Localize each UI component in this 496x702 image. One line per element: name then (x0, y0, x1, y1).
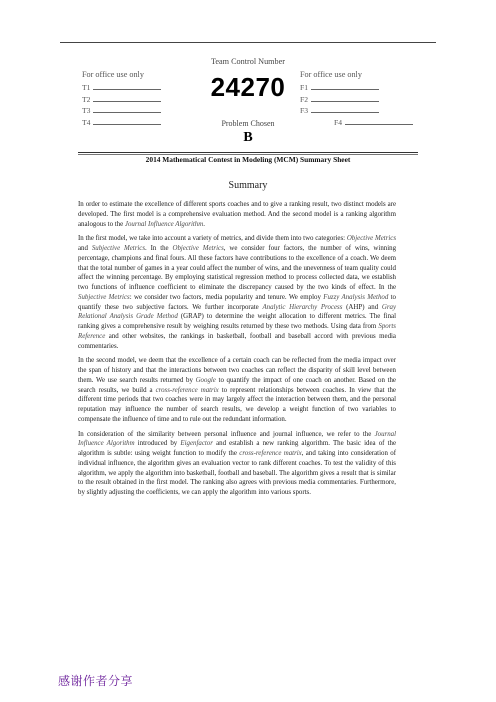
emphasis-term: Eigenfactor (180, 440, 213, 448)
emphasis-term: Subjective Metrics (78, 293, 130, 301)
problem-chosen-label: Problem Chosen (221, 119, 275, 128)
emphasis-term: Objective Metrics (172, 245, 224, 252)
emphasis-term: Gray Relational Analysis Grade Method (78, 303, 397, 321)
office-field-f2[interactable]: F2 (300, 94, 420, 106)
summary-paragraph: In consideration of the similarity between personal influence and journal influence, we refer to the Journal Influence Algorithm introduced by Eigenfactor and establish a new ranking algorithm. The basic idea of the algorithm is subtle: using weight function to modify the cross-reference matrix, and taking into consideration of individual influence, the algorithm gives an evaluation vector to rank different coaches. To test the validity of this algorithm, we apply the algorithm into basketball, football and baseball. The algorithm gives a result that is similar to the result obtained in the first model. The ranking also agrees with previous media commentaries. Furthermore, by slightly adjusting the coefficients, we can apply the algorithm into various sports. (78, 430, 397, 496)
office-use-right-title: For office use only (300, 70, 362, 79)
emphasis-term: cross-reference matrix (239, 450, 302, 457)
summary-paragraph: In the second model, we deem that the excellence of a certain coach can be reflected from the media impact over the span of history and that the interactions between two coaches can reflect the disparity of skill level between them. We use search results returned by Google to quantify the impact of one coach on another. Based on the search results, we build a cross-reference matrix to represent relationships between coaches. In view that the different time periods that two coaches were in may largely affect the interaction between them, and the personal reputation may influence the number of search results, we develop a weight function of two variables to compensate the influence of time and to rule out the redundant information. (78, 357, 396, 423)
emphasis-term: Sports Reference (78, 323, 396, 340)
team-control-block (190, 57, 306, 145)
team-control-number: 24270 (210, 72, 286, 102)
summary-heading: Summary (228, 180, 268, 191)
summary-body (78, 200, 396, 503)
footer-thanks-text: 感谢作者分享 (58, 674, 134, 688)
emphasis-term: Journal Influence Algorithm (78, 430, 396, 448)
office-use-left-title: For office use only (82, 70, 144, 79)
emphasis-term: Journal Influence Algorithm (124, 220, 204, 228)
office-use-right (300, 70, 420, 128)
office-field-t1[interactable]: T1 (82, 82, 172, 94)
summary-paragraph: In order to estimate the excellence of different sports coaches and to give a ranking result, two distinct models are developed. The first model is a comprehensive evaluation method. And the second model is a ranking algorithm analogous to the Journal Influence Algorithm. (78, 201, 396, 228)
office-field-t4[interactable]: T4 (82, 117, 172, 129)
office-field-t2[interactable]: T2 (82, 94, 172, 106)
team-control-label: Team Control Number (210, 57, 285, 66)
emphasis-term: cross-reference matrix (155, 386, 219, 394)
emphasis-term: Fuzzy Analysis Method (323, 293, 389, 301)
office-field-t3[interactable]: T3 (82, 105, 172, 117)
summary-paragraph: In the first model, we take into account a variety of metrics, and divide them into two categories: Objective Metrics and Subjective Metrics. In the Objective Metrics, we consider four factors, the number of wins, winning percentage, champions and final fours. All these factors have contributions to the excellence of a coach. We deem that the total number of games in a year could affect the number of wins, and the unevenness of team quality could affect the winning percentage. By employing statistical regression method to process collected data, we establish two functions of influence coefficient to eliminate the discrepancy caused by the two kinds of effect. In the Subjective Metrics: we consider two factors, media popularity and tenure. We employ Fuzzy Analysis Method to quantify these two subjective factors. We further incorporate Analytic Hierarchy Process (AHP) and Gray Relational Analysis Grade Method (GRAP) to determine the weight allocation to different metrics. The final ranking gives a comprehensive result by weighing results returned by these two methods. Using data from Sports Reference and other websites, the rankings in basketball, football and baseball accord with previous media commentaries. (78, 235, 397, 350)
emphasis-term: Analytic Hierarchy Process (262, 303, 343, 311)
emphasis-term: Subjective Metrics (91, 245, 146, 252)
office-field-f3[interactable]: F3 (300, 105, 420, 117)
office-field-f1[interactable]: F1 (300, 82, 420, 94)
office-use-left (82, 70, 172, 128)
top-rule (60, 42, 436, 43)
header-divider (78, 152, 418, 153)
emphasis-term: Google (195, 376, 216, 384)
contest-title: 2014 Mathematical Contest in Modeling (MCM) Summary Sheet (145, 155, 351, 164)
office-field-f4[interactable]: F4 (334, 117, 420, 129)
emphasis-term: Objective Metrics (346, 235, 397, 243)
problem-chosen-letter: B (243, 130, 253, 145)
